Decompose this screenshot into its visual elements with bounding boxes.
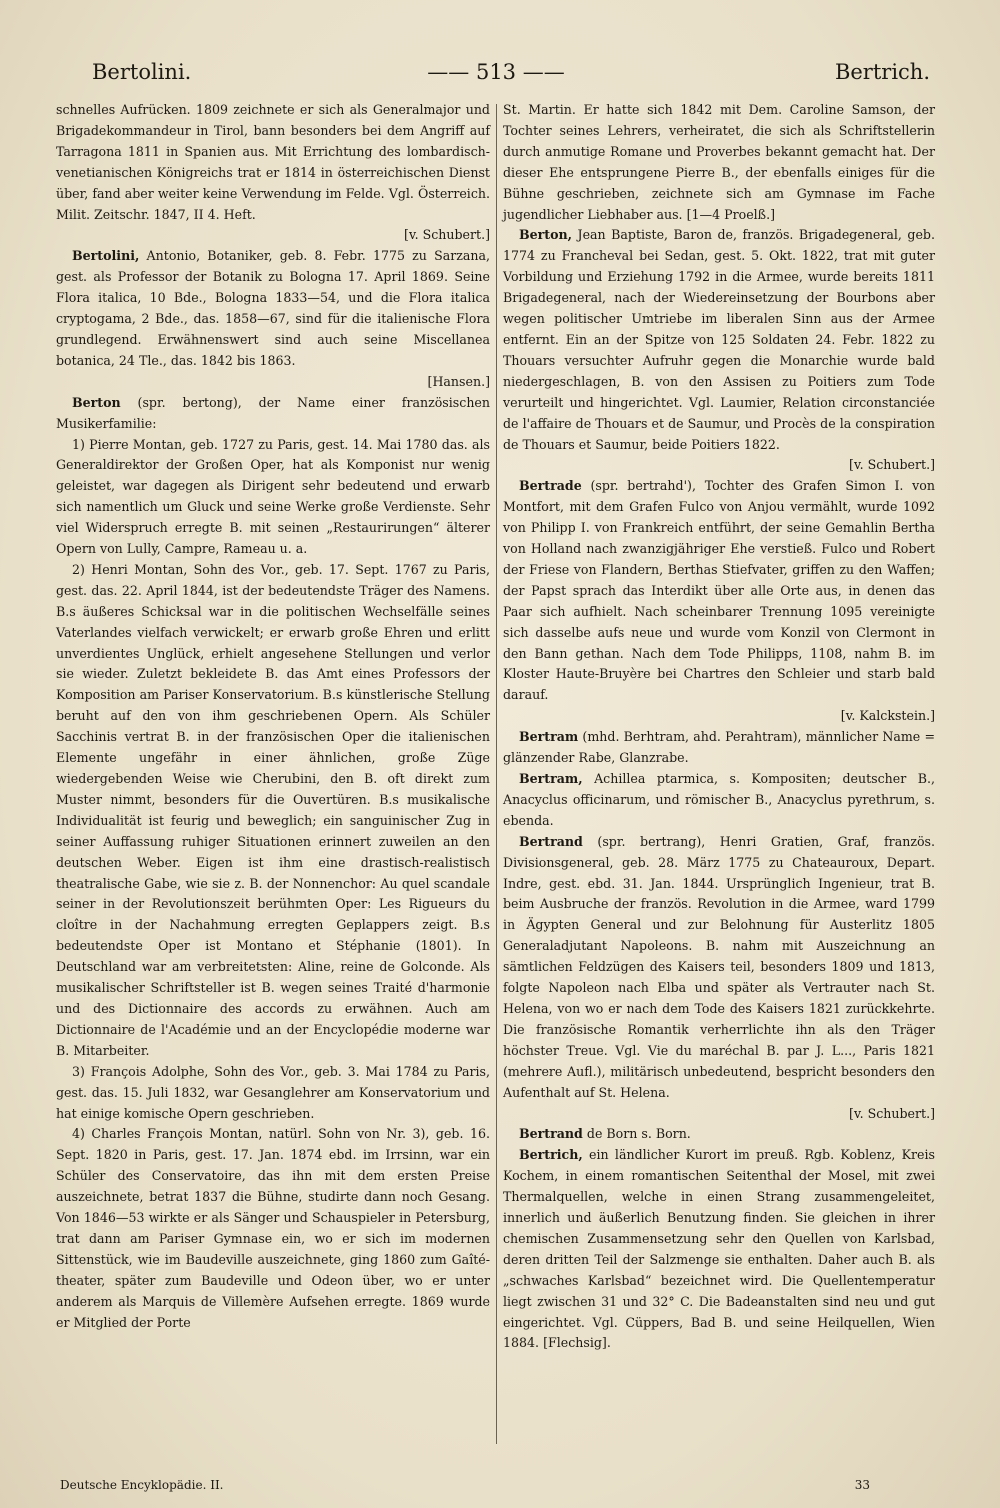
entry-continuation: schnelles Aufrücken. 1809 zeichnete er sich als Generalmajor und Brigadekommandeur in Tirol, bann besonders bei dem Angriff auf Tarragona 1811 in Spanien aus. Mit Errichtung des lombardisch-venetianischen Königreichs trat er 1814 in österreichischen Dienst über, fand aber weiter keine Verwendung im Felde. Vgl. Österreich. Milit. Zeitschr. 1847, II 4. Heft.: [56, 102, 490, 222]
right-column: [503, 100, 935, 1354]
signature: [Flechsig].: [543, 1335, 611, 1351]
signature-mark: 33: [854, 1478, 870, 1492]
signature: [v. Kalckstein.]: [840, 708, 935, 724]
entry-bertram-name: Bertram (mhd. Berhtram, ahd. Perahtram), männlicher Name = glänzender Rabe, Glanzrabe.: [503, 729, 935, 766]
page-header: [62, 60, 930, 92]
header-left-keyword: Bertolini.: [92, 60, 192, 84]
signature: [Hansen.]: [427, 373, 490, 389]
entry-headword: Berton: [72, 394, 121, 410]
entry-headword: Berton,: [519, 227, 573, 243]
entry-bertrand-de-born: Bertrand de Born s. Born.: [519, 1126, 691, 1142]
signature: [v. Schubert.]: [404, 227, 490, 243]
subentry-charles-francois-montan: 4) Charles François Montan, natürl. Sohn von Nr. 3), geb. 16. Sept. 1820 in Paris, gest. 17. Jan. 1874 ebd. im Irrsinn, war ein Schüler des Conservatoire, das ihn mit dem ersten Preise auszeichnete, betrat 1837 die Bühne, studirte dann noch Gesang. Von 1846—53 wirkte er als Sänger und Schauspieler in Petersburg, trat dann am Pariser Gymnase ein, wo er sich im modernen Sittenstück, wie im Baudeville auszeichnete, ging 1860 zum Gaîté-theater, später zum Baudeville und Odeon über, wo er unter anderem als Marquis de Villemère Aufsehen erregte. 1869 wurde er Mitglied der Porte: [56, 1126, 490, 1330]
entry-headword: Bertram,: [519, 771, 583, 786]
page-number: —— 513 ——: [427, 60, 565, 84]
entry-headword: Bertrand: [519, 833, 583, 849]
entry-berton-family: Berton (spr. bertong), der Name einer französischen Musikerfamilie:: [56, 394, 490, 431]
entry-bertolini-antonio: Bertolini, Antonio, Botaniker, geb. 8. Febr. 1775 zu Sarzana, gest. als Professor der Botanik zu Bologna 17. April 1869. Seine Flora italica, 10 Bde., Bologna 1833—54, und die Flora italica cryptogama, 2 Bde., das. 1858—67, sind für die italienische Flora grundlegend. Erwähnenswert sind auch seine Miscellanea botanica, 24 Tle., das. 1842 bis 1863.: [56, 248, 490, 368]
page-footer: [60, 1478, 930, 1498]
subentry-francois-adolphe: 3) François Adolphe, Sohn des Vor., geb. 3. Mai 1784 zu Paris, gest. das. 15. Juli 1832, war Gesanglehrer am Konservatorium und hat einige komische Opern geschrieben.: [56, 1063, 490, 1121]
header-right-keyword: Bertrich.: [834, 60, 930, 84]
footer-publication: Deutsche Encyklopädie. II.: [60, 1478, 224, 1492]
subentry-pierre-montan: 1) Pierre Montan, geb. 1727 zu Paris, gest. 14. Mai 1780 das. als Generaldirektor der Großen Oper, hat als Komponist nur wenig geleistet, war dagegen als Dirigent sehr bedeutend und erwarb sich namentlich um Gluck und seine Werke große Verdienste. Sehr viel Widerspruch erregte B. mit seinen „Restaurirungen“ älterer Opern von Lully, Campre, Rameau u. a.: [56, 436, 490, 557]
entry-berton-jean-baptiste: Berton, Jean Baptiste, Baron de, französ. Brigadegeneral, geb. 1774 zu Francheval bei Sedan, gest. 5. Okt. 1822, trat mit guter Vorbildung und Erziehung 1792 in die Armee, wurde bereits 1811 Brigadegeneral, nach der Wiedereinsetzung der Bourbons aber wegen politischer Umtriebe im liberalen Sinn aus der Armee entfernt. Ein an der Spitze von 125 Soldaten 24. Febr. 1822 zu Thouars versuchter Aufruhr gegen die Monarchie wurde bald niedergeschlagen, B. von den Assisen zu Poitiers zum Tode verurteilt und hingerichtet. Vgl. Laumier, Relation circonstanciée de l'affaire de Thouars et de Saumur, und Procès de la conspiration de Thouars et Saumur, beide Poitiers 1822.: [503, 227, 935, 452]
entry-headword: Bertrand: [519, 1126, 583, 1142]
signature: [v. Schubert.]: [849, 457, 935, 473]
signature: [1—4 Proelß.]: [686, 206, 775, 222]
column-divider: [496, 104, 497, 1444]
signature: [v. Schubert.]: [849, 1105, 935, 1121]
subentry-henri-montan: 2) Henri Montan, Sohn des Vor., geb. 17. Sept. 1767 zu Paris, gest. das. 22. April 1844, ist der bedeutendste Träger des Namens. B.s äußeres Schicksal war in die politischen Wechselfälle seines Vaterlandes vielfach verwickelt; er erwarb große Ehren und erlitt unverdientes Unglück, erhielt angesehene Stellungen und verlor sie wieder. Zuletzt bekleidete B. das Amt eines Professors der Komposition am Pariser Konservatorium. B.s künstlerische Stellung beruht auf den von ihm geschriebenen Opern. Als Schüler Sacchinis vertrat B. in der französischen Oper die italienischen Elemente ungefähr in einer ähnlichen, große Züge wiedergebenden Weise wie Cherubini, den B. oft direkt zum Muster nimmt, besonders für die Ouvertüren. B.s musikalische Individualität ist feurig und beweglich; ein sanguinischer Zug in seiner Auffassung ruhiger Situationen erinnert zuweilen an den deutschen Weber. Eigen ist ihm eine drastisch-realistisch theatralische Gabe, wie sie z. B. der Nonnenchor: Au quel scandale seiner in der Revolutionszeit berühmten Oper: Les Rigueurs du cloître in der Nachahmung erregten Geplappers zeigt. B.s bedeutendste Oper ist Montano et Stéphanie (1801). In Deutschland war am verbreitetsten: Aline, reine de Golconde. Als musikalischer Schriftsteller ist B. wegen seines Traité d'harmonie und des Dictionnaire des accords zu erwähnen. Auch am Dictionnaire de l'Académie und an der Encyclopédie moderne war B. Mitarbeiter.: [56, 561, 490, 1058]
entry-headword: Bertolini,: [72, 248, 140, 264]
entry-headword: Bertrich,: [519, 1147, 583, 1163]
entry-bertram-plant: Bertram, Achillea ptarmica, s. Kompositen; deutscher B., Anacyclus officinarum, und römischer B., Anacyclus pyrethrum, s. ebenda.: [503, 771, 935, 828]
entry-headword: Bertram: [519, 729, 579, 745]
entry-bertrade: Bertrade (spr. bertrahd'), Tochter des Grafen Simon I. von Montfort, mit dem Grafen Fulco von Anjou vermählt, wurde 1092 von Philipp I. von Frankreich entführt, der seine Gemahlin Bertha von Holland nach zwanzigjähriger Ehe verstieß. Fulco und Robert der Friese von Flandern, Berthas Stiefvater, griffen zu den Waffen; der Papst sprach das Interdikt über alle Orte aus, in denen das Paar sich aufhielt. Nach scheinbarer Trennung 1095 vereinigte sich dasselbe aufs neue und wurde vom Konzil von Clermont in den Bann gethan. Nach dem Tode Philipps, 1108, nahm B. im Kloster Haute-Bruyère bei Chartres den Schleier und starb bald darauf.: [503, 478, 935, 703]
entry-bertrand-henri: Bertrand (spr. bertrang), Henri Gratien, Graf, französ. Divisionsgeneral, geb. 28. März 1775 zu Chateauroux, Depart. Indre, gest. ebd. 31. Jan. 1844. Ursprünglich Ingenieur, trat B. beim Ausbruche der französ. Revolution in die Armee, ward 1799 in Ägypten General und zur Belohnung für Austerlitz 1805 Generaladjutant Napoleons. B. nahm mit Auszeichnung an sämtlichen Feldzügen des Kaisers teil, besonders 1809 und 1813, folgte Napoleon nach Elba und später als Vertrauter nach St. Helena, von wo er nach dem Tode des Kaisers 1821 zurückkehrte. Die französische Romantik verherrlichte ihn als den Träger höchster Treue. Vgl. Vie du maréchal B. par J. L..., Paris 1821 (mehrere Aufl.), militärisch unbedeutend, bespricht besonders den Aufenthalt auf St. Helena.: [503, 833, 935, 1100]
entry-headword: Bertrade: [519, 478, 582, 494]
left-column: [56, 100, 490, 1333]
entry-bertrich: Bertrich, ein ländlicher Kurort im preuß. Rgb. Koblenz, Kreis Kochem, in einem romantischen Seitenthal der Mosel, mit zwei Thermalquellen, welche in einen Strang zusammengeleitet, innerlich und äußerlich Benutzung finden. Sie gleichen in ihrer chemischen Zusammensetzung sehr den Quellen von Karlsbad, deren dritten Teil der Salzmenge sie enthalten. Daher auch B. als „schwaches Karlsbad“ bezeichnet wird. Die Quellentemperatur liegt zwischen 31 und 32° C. Die Badeanstalten sind neu und gut eingerichtet. Vgl. Cüppers, Bad B. und seine Heilquellen, Wien 1884. [Flechsig].: [503, 1147, 935, 1351]
entry-continuation: St. Martin. Er hatte sich 1842 mit Dem. Caroline Samson, der Tochter seines Lehrers, verheiratet, die sich als Schriftstellerin durch anmutige Romane und Proverbes bekannt gemacht hat. Der dieser Ehe entsprungene Pierre B., der ebenfalls einiges für die Bühne geschrieben, zeichnete sich am Gymnase im Fache jugendlicher Liebhaber aus. [1—4 Proelß.]: [503, 102, 935, 222]
